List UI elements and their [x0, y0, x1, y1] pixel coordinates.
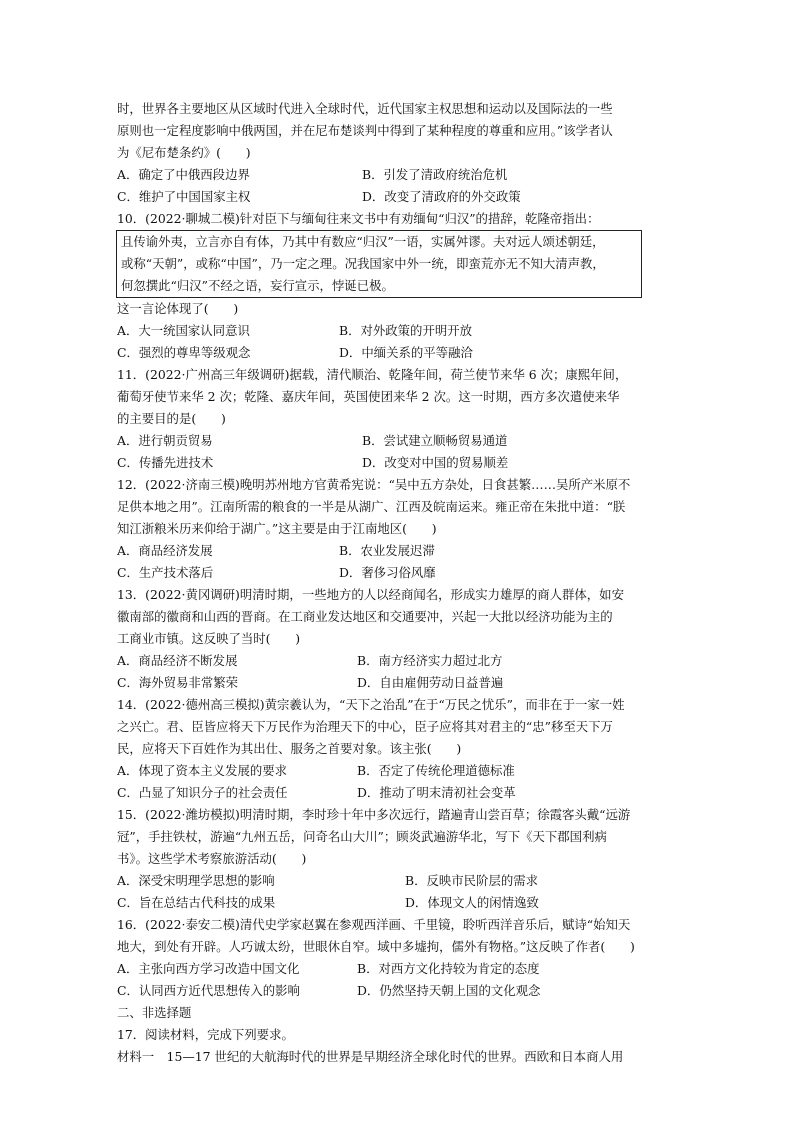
option-c: C．强烈的尊卑等级观念: [117, 345, 251, 360]
option-d: D．中缅关系的平等融洽: [339, 345, 473, 360]
section-heading: 二、非选择题: [117, 1005, 192, 1020]
option-c: C．生产技术落后: [117, 565, 214, 580]
quote-line: 何忽撰此“归汉”不经之语，妄行宣示，悖诞已极。: [121, 278, 394, 293]
options-row: [117, 342, 683, 364]
question-11: [117, 364, 683, 474]
question-15: [117, 804, 683, 914]
option-a: A．主张向西方学习改造中国文化: [117, 961, 300, 976]
section-non-choice: [117, 1002, 683, 1068]
options-row: [117, 760, 683, 782]
question-17-stem: 17．阅读材料，完成下列要求。: [117, 1027, 294, 1042]
stem-line: 葡萄牙使节来华 2 次；乾隆、嘉庆年间，英国使团来华 2 次。这一时期，西方多次遣使来华: [117, 389, 620, 404]
option-c: C．维护了中国国家主权: [117, 189, 251, 204]
options-row: [117, 540, 683, 562]
option-a: A．商品经济不断发展: [117, 653, 238, 668]
stem-line: 这一言论体现了( ): [117, 301, 239, 316]
options-row: [117, 980, 683, 1002]
stem-line: 民，应将天下百姓作为其出仕、服务之首要对象。该主张( ): [117, 741, 462, 756]
stem-line: 的主要目的是( ): [117, 411, 226, 426]
option-b: B．农业发展迟滞: [339, 543, 435, 558]
stem-line: 冠”，手拄铁杖，游遍“九州五岳，问奇名山大川”；顾炎武遍游华北，写下《天下郡国利病: [117, 829, 607, 844]
option-a: A．大一统国家认同意识: [117, 323, 250, 338]
options-row: [117, 672, 683, 694]
options-row: [117, 958, 683, 980]
option-d: D．改变了清政府的外交政策: [362, 189, 521, 204]
option-b: B．南方经济实力超过北方: [357, 653, 503, 668]
options-row: [117, 562, 683, 584]
options-row: [117, 164, 683, 186]
option-a: A．深受宋明理学思想的影响: [117, 873, 275, 888]
option-c: C．传播先进技术: [117, 455, 214, 470]
option-b: B．对西方文化持较为肯定的态度: [357, 961, 540, 976]
option-a: A．确定了中俄西段边界: [117, 167, 250, 182]
options-row: [117, 892, 683, 914]
option-c: C．旨在总结古代科技的成果: [117, 895, 276, 910]
options-row: [117, 186, 683, 208]
option-b: B．否定了传统伦理道德标准: [357, 763, 515, 778]
stem-line: 11．(2022·广州高三年级调研)据载，清代顺治、乾隆年间，荷兰使节来华 6 次；康熙年间，: [117, 367, 628, 382]
stem-line: 13．(2022·黄冈调研)明清时期，一些地方的人以经商闻名，形成实力雄厚的商人群体，如安: [117, 587, 624, 602]
option-d: D．仍然坚持天朝上国的文化观念: [357, 983, 541, 998]
option-d: D．体现文人的闲情逸致: [405, 895, 539, 910]
question-14: [117, 694, 683, 804]
stem-line: 徽南部的徽商和山西的晋商。在工商业发达地区和交通要冲，兴起一大批以经济功能为主的: [117, 609, 613, 624]
option-c: C．认同西方近代思想传入的影响: [117, 983, 300, 998]
option-d: D．改变对中国的贸易顺差: [362, 455, 509, 470]
option-a: A．进行朝贡贸易: [117, 433, 213, 448]
options-row: [117, 782, 683, 804]
question-13: [117, 584, 683, 694]
stem-line: 足供本地之用”。江南所需的粮食的一半是从湖广、江西及皖南运来。雍正帝在朱批中道：“朕: [117, 499, 626, 514]
stem-line: 工商业市镇。这反映了当时( ): [117, 631, 301, 646]
option-c: C．海外贸易非常繁荣: [117, 675, 238, 690]
option-c: C．凸显了知识分子的社会责任: [117, 785, 288, 800]
quote-box: [116, 230, 642, 298]
stem-line: 之兴亡。君、臣皆应将天下万民作为治理天下的中心，臣子应将其对君主的“忠”移至天下万: [117, 719, 613, 734]
option-d: D．自由雇佣劳动日益普遍: [357, 675, 504, 690]
stem-line: 原则也一定程度影响中俄两国，并在尼布楚谈判中得到了某种程度的尊重和应用。”该学者认: [117, 123, 613, 138]
stem-line: 时，世界各主要地区从区域时代进入全球时代，近代国家主权思想和运动以及国际法的一些: [117, 101, 613, 116]
quote-line: 且传谕外夷，立言亦自有体，乃其中有数应“归汉”一语，实属舛谬。夫对远人颂述朝廷，: [121, 234, 605, 249]
question-16: [117, 914, 683, 1002]
page-content: [117, 98, 683, 1068]
stem-line: 10．(2022·聊城二模)针对臣下与缅甸往来文书中有劝缅甸“归汉”的措辞，乾隆帝指出：: [117, 211, 600, 226]
options-row: [117, 870, 683, 892]
option-b: B．反映市民阶层的需求: [405, 873, 539, 888]
options-row: [117, 650, 683, 672]
stem-line: 地大，到处有开辟。人巧诚太纷，世眼休自窄。域中多墟拘，儒外有物格。”这反映了作者( ): [117, 939, 635, 954]
options-row: [117, 430, 683, 452]
option-d: D．推动了明末清初社会变革: [357, 785, 516, 800]
stem-line: 知江浙粮米历来仰给于湖广。”这主要是由于江南地区( ): [117, 521, 437, 536]
stem-line: 16．(2022·泰安二模)清代史学家赵翼在参观西洋画、千里镜，聆听西洋音乐后，赋诗“始知天: [117, 917, 631, 932]
material-line: 材料一 15—17 世纪的大航海时代的世界是早期经济全球化时代的世界。西欧和日本商人用: [117, 1049, 624, 1064]
option-b: B．引发了清政府统治危机: [362, 167, 508, 182]
option-a: A．体现了资本主义发展的要求: [117, 763, 288, 778]
stem-line: 15．(2022·潍坊模拟)明清时期，李时珍十年中多次远行，踏遍青山尝百草；徐霞客头戴“远游: [117, 807, 631, 822]
stem-line: 为《尼布楚条约》( ): [117, 145, 251, 160]
question-12: [117, 474, 683, 584]
option-b: B．尝试建立顺畅贸易通道: [362, 433, 508, 448]
question-9-continuation: [117, 98, 683, 208]
option-b: B．对外政策的开明开放: [339, 323, 473, 338]
options-row: [117, 320, 683, 342]
stem-line: 14．(2022·德州高三模拟)黄宗羲认为，“天下之治乱”在于“万民之忧乐”，而非在于一家一姓: [117, 697, 625, 712]
option-d: D．奢侈习俗风靡: [339, 565, 436, 580]
quote-line: 或称“天朝”，或称“中国”，乃一定之理。况我国家中外一统，即蛮荒亦无不知大清声教，: [121, 256, 605, 271]
options-row: [117, 452, 683, 474]
question-10: [117, 208, 683, 364]
stem-line: 书》。这些学术考察旅游活动( ): [117, 851, 307, 866]
option-a: A．商品经济发展: [117, 543, 213, 558]
stem-line: 12．(2022·济南三模)晚明苏州地方官黄希宪说：“吴中五方杂处，日食甚繁……吴所产米原不: [117, 477, 631, 492]
